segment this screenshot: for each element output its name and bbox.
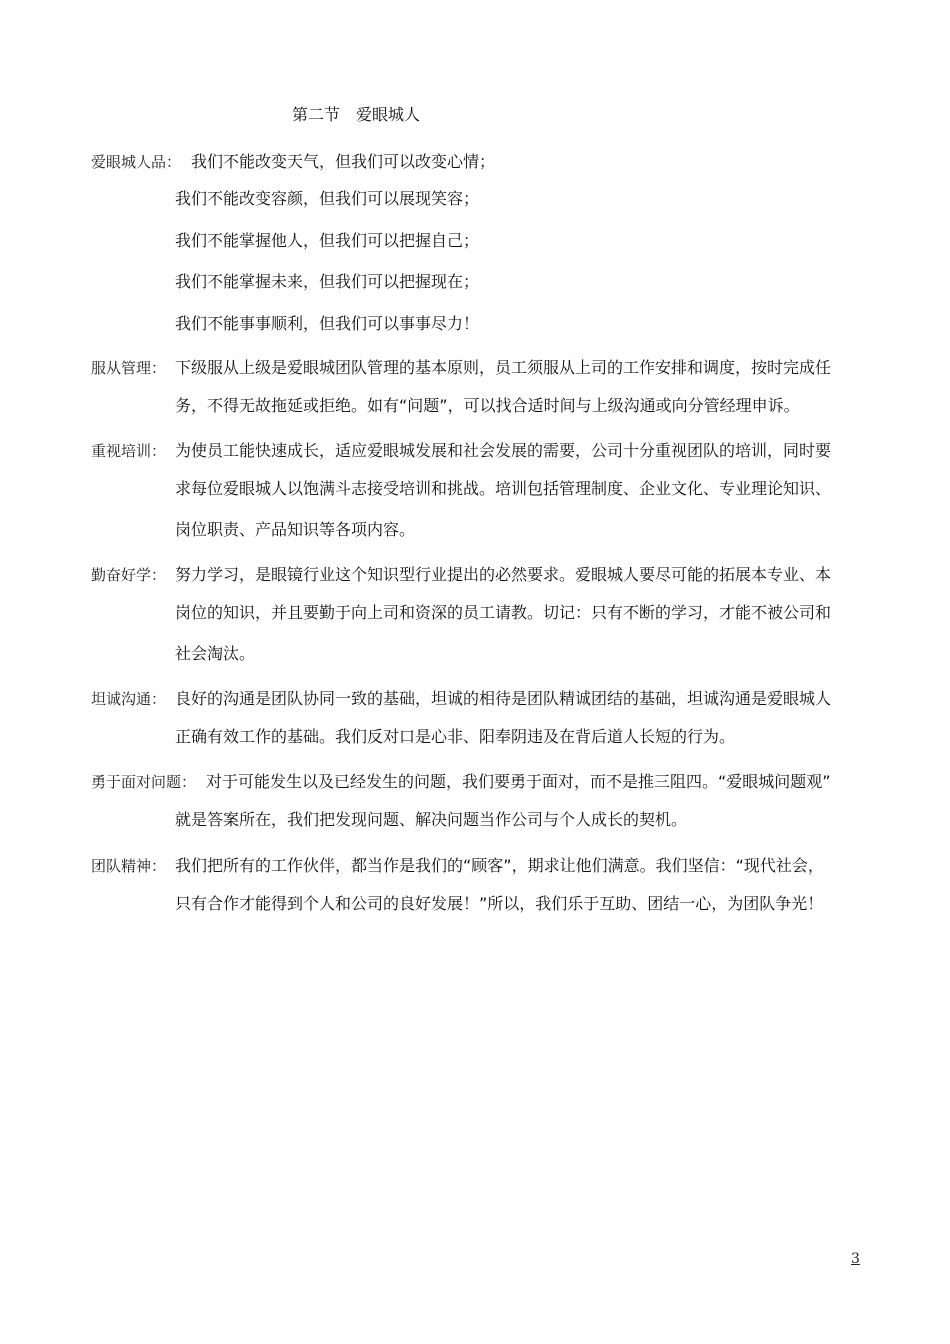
section-title: 第二节 爱眼城人 (292, 105, 421, 124)
section-label: 服从管理： (91, 359, 167, 377)
section-line: 就是答案所在，我们把发现问题、解决问题当作公司与个人成长的契机。 (175, 810, 688, 829)
section-line: 努力学习，是眼镜行业这个知识型行业提出的必然要求。爱眼城人要尽可能的拓展本专业、本 (175, 565, 832, 584)
section-line: 务，不得无故拖延或拒绝。如有“问题”，可以找合适时间与上级沟通或向分管经理申诉。 (175, 396, 800, 415)
section-label: 重视培训： (91, 442, 167, 460)
section-line: 我们不能改变容颜，但我们可以展现笑容； (175, 189, 480, 208)
section-line: 正确有效工作的基础。我们反对口是心非、阳奉阴违及在背后道人长短的行为。 (175, 727, 736, 746)
section-line: 岗位职责、产品知识等各项内容。 (175, 520, 416, 539)
section-line: 为使员工能快速成长，适应爱眼城发展和社会发展的需要，公司十分重视团队的培训，同时要 (175, 441, 832, 460)
section-label: 勇于面对问题： (91, 773, 197, 791)
section-label: 团队精神： (91, 857, 167, 875)
section-line: 求每位爱眼城人以饱满斗志接受培训和挑战。培训包括管理制度、企业文化、专业理论知识、 (175, 479, 832, 498)
section-line: 下级服从上级是爱眼城团队管理的基本原则，员工须服从上司的工作安排和调度，按时完成任 (175, 358, 832, 377)
section-line: 社会淘汰。 (175, 644, 256, 663)
section-line: 良好的沟通是团队协同一致的基础，坦诚的相待是团队精诚团结的基础，坦诚沟通是爱眼城人 (175, 689, 832, 708)
section-line: 只有合作才能得到个人和公司的良好发展！”所以，我们乐于互助、团结一心，为团队争光！ (175, 894, 824, 913)
section-line: 我们把所有的工作伙伴，都当作是我们的“顾客”，期求让他们满意。我们坚信：“现代社会， (175, 856, 824, 875)
section-line: 岗位的知识，并且要勤于向上司和资深的员工请教。切记：只有不断的学习，才能不被公司和 (175, 603, 832, 622)
section-label: 勤奋好学： (91, 566, 167, 584)
section-line: 我们不能掌握他人，但我们可以把握自己； (175, 231, 480, 250)
section-line: 对于可能发生以及已经发生的问题，我们要勇于面对，而不是推三阻四。“爱眼城问题观” (206, 772, 831, 791)
section-line: 我们不能改变天气，但我们可以改变心情； (191, 152, 496, 171)
section-label: 爱眼城人品： (91, 153, 182, 171)
section-line: 我们不能掌握未来，但我们可以把握现在； (175, 272, 480, 291)
section-label: 坦诚沟通： (91, 690, 167, 708)
page-number: 3 (851, 1251, 860, 1267)
section-line: 我们不能事事顺利，但我们可以事事尽力！ (175, 314, 480, 333)
